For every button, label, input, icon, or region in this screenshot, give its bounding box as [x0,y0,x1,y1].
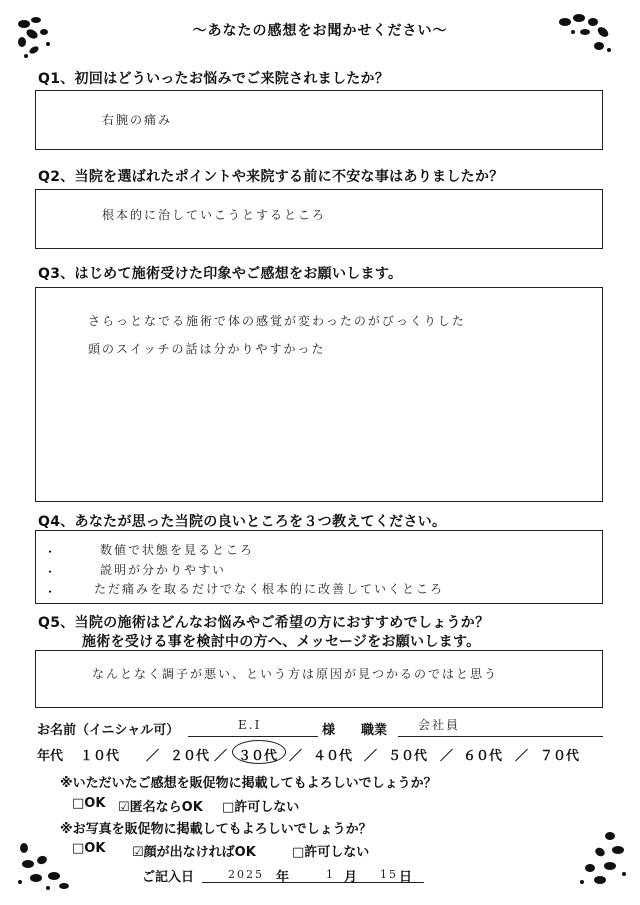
question-3-label: Q3、はじめて施術受けた印象やご感想をお願いします。 [38,266,403,282]
age-option-70s[interactable]: ７０代 [540,749,580,764]
question-4-answer-line-3: ただ痛みを取るだけでなく根本的に改善していくところ [94,582,445,596]
question-2-label: Q2、当院を選ばれたポイントや来院する前に不安な事はありましたか？ [38,169,504,185]
photo-consent-ok[interactable]: □OK [72,841,106,856]
question-5-answer-box[interactable] [35,650,603,708]
age-separator: ／ [364,749,378,764]
survey-title: ～あなたの感想をお聞かせください～ [192,23,448,39]
photo-consent-no-face[interactable]: ☑顔が出なければOK [132,845,256,860]
floral-decoration-bottom-right [570,828,630,890]
date-underline [202,882,424,883]
question-5-label: Q5、当院の施術はどんなお悩みやご希望の方におすすめでしょうか？ [38,615,490,631]
question-1-label: Q1、初回はどういったお悩みでご来院されましたか？ [38,71,390,87]
name-underline [188,736,318,737]
question-5-label-line-2: 施術を受ける事を検討中の方へ、メッセージをお願いします。 [82,634,481,650]
question-1-answer-line-1: 右腕の痛み [102,113,173,127]
age-option-60s[interactable]: ６０代 [463,749,503,764]
question-3-answer-line-2: 頭のスイッチの話は分かりやすかった [88,342,326,356]
age-label: 年代 [37,749,64,764]
question-4-label: Q4、あなたが思った当院の良いところを３つ教えてください。 [38,514,447,530]
date-year[interactable]: 2025 [228,868,264,881]
name-value[interactable]: E.I [238,718,262,732]
question-4-answer-line-1: 数値で状態を見るところ [100,543,255,557]
age-separator: ／ [214,749,228,764]
age-option-50s[interactable]: ５０代 [388,749,428,764]
question-4-bullet-1: ・ [44,545,57,559]
name-label: お名前（イニシャル可） [37,723,180,738]
age-separator: ／ [289,749,303,764]
question-2-answer-box[interactable] [35,189,603,249]
question-4-answer-line-2: 説明が分かりやすい [100,563,227,577]
date-month-unit: 月 [344,870,358,885]
date-day[interactable]: 15 [380,868,398,881]
age-separator: ／ [146,749,160,764]
question-3-answer-box[interactable] [35,287,603,502]
age-option-40s[interactable]: ４０代 [313,749,353,764]
question-3-answer-line-1: さらっとなでる施術で体の感覚が変わったのがびっくりした [88,314,466,328]
age-option-10s[interactable]: １０代 [80,749,120,764]
floral-decoration-bottom-left [14,838,74,893]
date-month[interactable]: 1 [326,868,335,881]
question-4-answer-box[interactable] [35,530,603,604]
question-2-answer-line-1: 根本的に治していこうとするところ [102,208,327,222]
job-label: 職業 [361,723,388,738]
question-1-answer-box[interactable] [35,90,603,150]
question-5-answer-line-1: なんとなく調子が悪い、という方は原因が見つかるのではと思う [92,667,499,681]
testimonial-consent-anonymous[interactable]: ☑匿名ならOK [118,800,203,815]
testimonial-consent-question: ※いただいたご感想を販促物に掲載してもよろしいでしょうか？ [60,776,437,791]
question-4-bullet-3: ・ [44,585,57,599]
testimonial-consent-ok[interactable]: □OK [72,796,106,811]
age-separator: ／ [515,749,529,764]
testimonial-consent-deny[interactable]: □許可しない [222,800,300,815]
date-label: ご記入日 [142,870,195,885]
job-underline [398,736,603,737]
photo-consent-question: ※お写真を販促物に掲載してもよろしいでしょうか？ [60,822,372,837]
age-option-20s[interactable]: ２０代 [170,749,210,764]
date-year-unit: 年 [276,870,290,885]
age-option-30s[interactable]: ３０代 [238,749,278,764]
job-value[interactable]: 会社員 [418,718,461,732]
photo-consent-deny[interactable]: □許可しない [292,845,370,860]
date-day-unit: 日 [399,870,413,885]
age-separator: ／ [440,749,454,764]
name-suffix: 様 [322,723,336,738]
question-4-bullet-2: ・ [44,565,57,579]
